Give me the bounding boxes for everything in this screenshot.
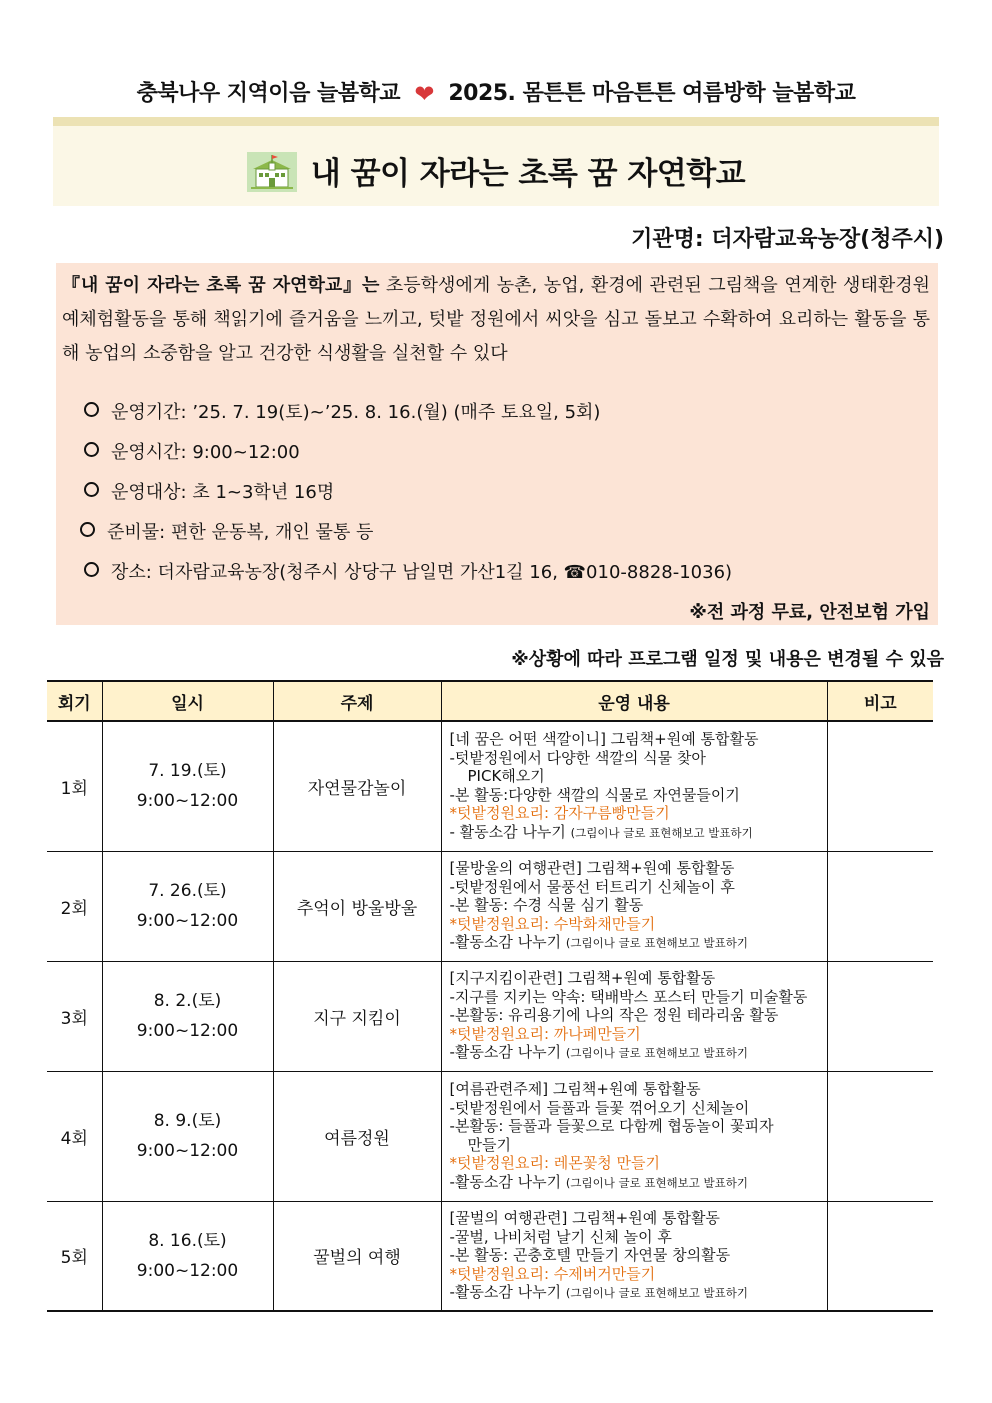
session-cell: 4회 — [47, 1071, 102, 1201]
note-cell — [827, 1071, 933, 1201]
info-list — [84, 393, 732, 593]
free-note: ※전 과정 무료, 안전보험 가입 — [689, 602, 930, 623]
heart-hand-icon: ❤ — [414, 80, 434, 108]
date-cell: 8. 2.(토) 9:00~12:00 — [102, 961, 273, 1071]
col-header-topic: 주제 — [273, 681, 441, 721]
table-row — [47, 961, 933, 1071]
page-title: 내 꿈이 자라는 초록 꿈 자연학교 — [310, 156, 746, 192]
circle-bullet-icon — [80, 522, 95, 537]
table-row — [47, 721, 933, 851]
col-header-content: 운영 내용 — [441, 681, 827, 721]
session-cell: 1회 — [47, 721, 102, 851]
table-row — [47, 1071, 933, 1201]
info-item-time: 운영시간: 9:00~12:00 — [84, 433, 732, 473]
session-cell: 5회 — [47, 1201, 102, 1311]
title-banner — [53, 117, 939, 206]
circle-bullet-icon — [84, 442, 99, 457]
circle-bullet-icon — [84, 402, 99, 417]
session-cell: 2회 — [47, 851, 102, 961]
info-item-period: 운영기간: ’25. 7. 19(토)~’25. 8. 16.(월) (매주 토요일, 5회) — [84, 393, 732, 433]
intro-bold: 『내 꿈이 자라는 초록 꿈 자연학교』는 — [62, 275, 380, 296]
intro-box — [56, 263, 938, 625]
info-item-supplies: 준비물: 편한 운동복, 개인 물통 등 — [80, 513, 732, 553]
schedule-table — [47, 680, 933, 1312]
date-cell: 8. 16.(토) 9:00~12:00 — [102, 1201, 273, 1311]
session-cell: 3회 — [47, 961, 102, 1071]
note-cell — [827, 851, 933, 961]
col-header-session: 회기 — [47, 681, 102, 721]
intro-text: 초등학생에게 농촌, 농업, 환경에 관련된 그림책을 연계한 생태환경원예체험활동을 통해 책읽기에 즐거움을 느끼고, 텃밭 정원에서 씨앗을 심고 돌보고 수확하여 요리하는 활동을 통해 농업의 소중함을 알고 건강한 식생활을 실천할 수 있다 — [62, 275, 930, 364]
date-cell: 7. 19.(토) 9:00~12:00 — [102, 721, 273, 851]
header-left-text: 충북나우 지역이음 늘봄학교 — [136, 81, 400, 106]
page-header — [0, 76, 992, 108]
info-item-target: 운영대상: 초 1~3학년 16명 — [84, 473, 732, 513]
school-icon — [247, 152, 297, 192]
circle-bullet-icon — [84, 482, 99, 497]
note-cell — [827, 1201, 933, 1311]
topic-cell: 지구 지킴이 — [273, 961, 441, 1071]
change-note: ※상황에 따라 프로그램 일정 및 내용은 변경될 수 있음 — [511, 649, 944, 670]
header-right-text: 2025. 몸튼튼 마음튼튼 여름방학 늘봄학교 — [448, 81, 856, 106]
content-cell: [지구지킴이관련] 그림책+원예 통합활동 -지구를 지키는 약속: 택배박스 포스터 만들기 미술활동 -본활동: 유리용기에 나의 작은 정원 테라리움 활동 *텃밭정원요리: 까나페만들기 -활동소감 나누기 (그림이나 글로 표현해보고 발표하기 — [441, 961, 827, 1071]
content-cell: [꿀벌의 여행관련] 그림책+원예 통합활동 -꿀벌, 나비처럼 날기 신체 놀이 후 -본 활동: 곤충호텔 만들기 자연물 창의활동 *텃밭정원요리: 수제버거만들기 -활동소감 나누기 (그림이나 글로 표현해보고 발표하기 — [441, 1201, 827, 1311]
note-cell — [827, 721, 933, 851]
content-cell: [물방울의 여행관련] 그림책+원예 통합활동 -텃밭정원에서 물풍선 터트리기 신체놀이 후 -본 활동: 수경 식물 심기 활동 *텃밭정원요리: 수박화채만들기 -활동소감 나누기 (그림이나 글로 표현해보고 발표하기 — [441, 851, 827, 961]
circle-bullet-icon — [84, 562, 99, 577]
content-cell: [네 꿈은 어떤 색깔이니] 그림책+원예 통합활동 -텃밭정원에서 다양한 색깔의 식물 찾아 PICK해오기 -본 활동:다양한 색깔의 식물로 자연물들이기 *텃밭정원요리: 감자구름빵만들기 - 활동소감 나누기 (그림이나 글로 표현해보고 발표하기 — [441, 721, 827, 851]
table-row — [47, 1201, 933, 1311]
date-cell: 7. 26.(토) 9:00~12:00 — [102, 851, 273, 961]
date-cell: 8. 9.(토) 9:00~12:00 — [102, 1071, 273, 1201]
topic-cell: 추억이 방울방울 — [273, 851, 441, 961]
topic-cell: 자연물감놀이 — [273, 721, 441, 851]
info-item-location: 장소: 더자람교육농장(청주시 상당구 남일면 가산1길 16, ☎010-8828-1036) — [84, 553, 732, 593]
note-cell — [827, 961, 933, 1071]
col-header-note: 비고 — [827, 681, 933, 721]
col-header-date: 일시 — [102, 681, 273, 721]
topic-cell: 꿀벌의 여행 — [273, 1201, 441, 1311]
table-row — [47, 851, 933, 961]
topic-cell: 여름정원 — [273, 1071, 441, 1201]
table-header-row — [47, 681, 933, 721]
content-cell: [여름관련주제] 그림책+원예 통합활동 -텃밭정원에서 들풀과 들꽃 꺾어오기 신체놀이 -본활동: 들풀과 들꽃으로 다함께 협동놀이 꽃피자 만들기 *텃밭정원요리: 레몬꽃청 만들기 -활동소감 나누기 (그림이나 글로 표현해보고 발표하기 — [441, 1071, 827, 1201]
organization-name: 기관명: 더자람교육농장(청주시) — [631, 227, 944, 252]
intro-paragraph — [62, 269, 930, 371]
